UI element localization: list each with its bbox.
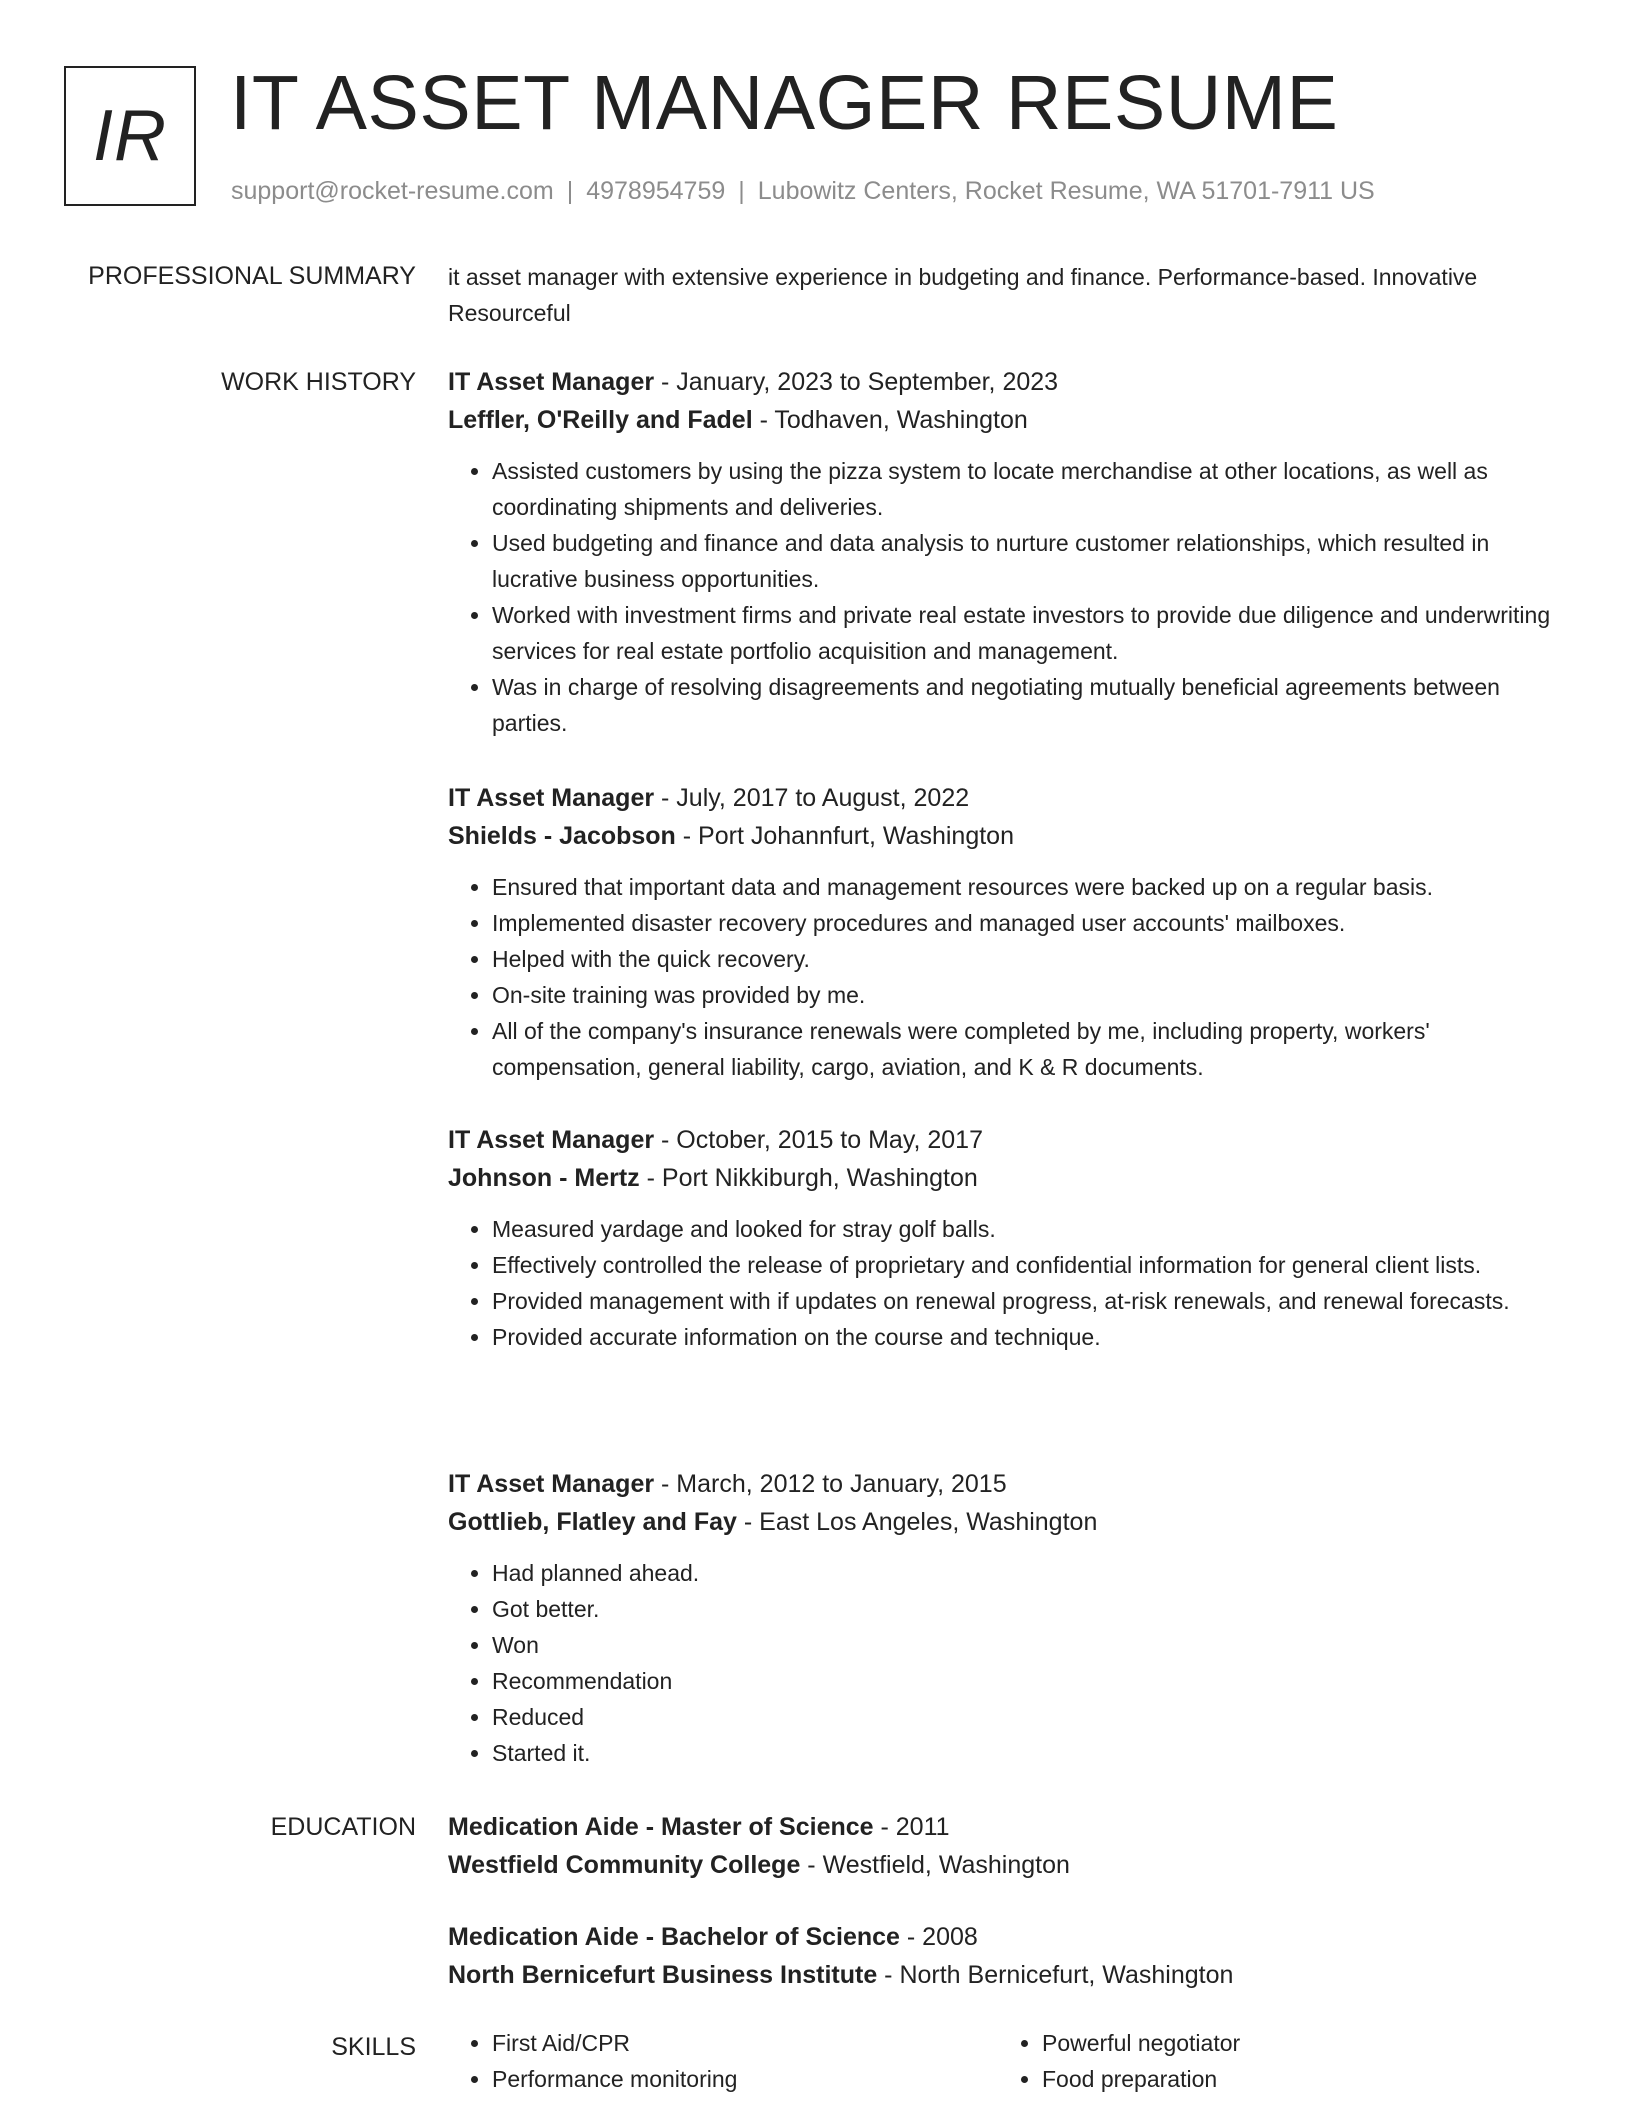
list-item: • Used budgeting and finance and data analysis to nurture customer relationships, which resulted in lucrative business opportunities. (492, 525, 1563, 597)
degree-name: Medication Aide - Bachelor of Science (448, 1923, 900, 1951)
job-bullets (448, 1211, 1563, 1355)
school-location: - North Bernicefurt, Washington (877, 1961, 1234, 1989)
job-title-line (448, 1465, 1563, 1503)
job-title: IT Asset Manager (448, 1470, 655, 1498)
list-item: • Got better. (492, 1591, 1563, 1627)
list-item: • Reduced (492, 1699, 1563, 1735)
contact-separator: | (566, 177, 574, 205)
school-line (448, 1956, 1563, 1994)
list-item: • On-site training was provided by me. (492, 977, 1563, 1013)
section-label-education: EDUCATION (270, 1813, 416, 1841)
skills-section (448, 2025, 1563, 2097)
job-title-line (448, 1121, 1563, 1159)
education-entry (448, 1918, 1563, 1994)
job-dates: - October, 2015 to May, 2017 (654, 1126, 983, 1154)
job-bullets (448, 1555, 1563, 1771)
contact-line (231, 174, 1375, 208)
degree-year: - 2008 (899, 1923, 978, 1951)
school-name: Westfield Community College (448, 1851, 801, 1879)
job-location: - Todhaven, Washington (752, 406, 1028, 434)
list-item: • Assisted customers by using the pizza system to locate merchandise at other locations, as well as coordinating shipments and deliveries. (492, 453, 1563, 525)
list-item: • Won (492, 1627, 1563, 1663)
school-name: North Bernicefurt Business Institute (448, 1961, 878, 1989)
job-company: Johnson - Mertz (448, 1164, 640, 1192)
job-title: IT Asset Manager (448, 368, 655, 396)
list-item: • Recommendation (492, 1663, 1563, 1699)
degree-year: - 2011 (873, 1813, 950, 1841)
job-entry (448, 1121, 1563, 1355)
section-label-work-history: WORK HISTORY (221, 368, 416, 396)
list-item: • Was in charge of resolving disagreements and negotiating mutually beneficial agreements between parties. (492, 669, 1563, 741)
job-title: IT Asset Manager (448, 1126, 655, 1154)
job-company-line (448, 401, 1563, 439)
job-dates: - March, 2012 to January, 2015 (654, 1470, 1007, 1498)
skills-column-right (998, 2025, 1548, 2097)
job-title: IT Asset Manager (448, 784, 655, 812)
list-item: • Effectively controlled the release of proprietary and confidential information for general client lists. (492, 1247, 1563, 1283)
job-company-line (448, 1503, 1563, 1541)
job-company: Gottlieb, Flatley and Fay (448, 1508, 737, 1536)
list-item: • Had planned ahead. (492, 1555, 1563, 1591)
contact-email[interactable]: support@rocket-resume.com (231, 177, 554, 205)
list-item: • Provided accurate information on the course and technique. (492, 1319, 1563, 1355)
job-company-line (448, 817, 1563, 855)
school-line (448, 1846, 1563, 1884)
skill-item: • First Aid/CPR (492, 2025, 998, 2061)
job-entry (448, 779, 1563, 1085)
contact-separator: | (738, 177, 745, 205)
job-entry (448, 1465, 1563, 1771)
list-item: • Implemented disaster recovery procedures and managed user accounts' mailboxes. (492, 905, 1563, 941)
job-company: Leffler, O'Reilly and Fadel (448, 406, 753, 434)
list-item: • All of the company's insurance renewals were completed by me, including property, workers' compensation, general liability, cargo, aviation, and K & R documents. (492, 1013, 1563, 1085)
job-location: - Port Nikkiburgh, Washington (639, 1164, 978, 1192)
job-dates: - July, 2017 to August, 2022 (654, 784, 970, 812)
job-bullets (448, 869, 1563, 1085)
summary-section (448, 259, 1563, 331)
skill-item: • Powerful negotiator (1042, 2025, 1548, 2061)
school-location: - Westfield, Washington (800, 1851, 1070, 1879)
section-label-summary: PROFESSIONAL SUMMARY (88, 262, 416, 290)
list-item: • Ensured that important data and management resources were backed up on a regular basis. (492, 869, 1563, 905)
job-company: Shields - Jacobson (448, 822, 676, 850)
skill-item: • Performance monitoring (492, 2061, 998, 2097)
job-title-line (448, 363, 1563, 401)
page-title: IT ASSET MANAGER RESUME (230, 60, 1339, 146)
summary-text: it asset manager with extensive experience in budgeting and finance. Performance-based. Innovative Resourceful (448, 264, 1478, 326)
job-entry (448, 363, 1563, 741)
list-item: • Helped with the quick recovery. (492, 941, 1563, 977)
list-item: • Provided management with if updates on renewal progress, at-risk renewals, and renewal forecasts. (492, 1283, 1563, 1319)
job-location: - Port Johannfurt, Washington (675, 822, 1014, 850)
monogram-logo: IR (64, 66, 196, 206)
skills-column-left (448, 2025, 998, 2097)
list-item: • Measured yardage and looked for stray golf balls. (492, 1211, 1563, 1247)
degree-line (448, 1808, 1563, 1846)
education-entry (448, 1808, 1563, 1884)
contact-address: Lubowitz Centers, Rocket Resume, WA 51701-7911 US (757, 177, 1375, 205)
degree-line (448, 1918, 1563, 1956)
skill-item: • Food preparation (1042, 2061, 1548, 2097)
list-item: • Worked with investment firms and private real estate investors to provide due diligence and underwriting services for real estate portfolio acquisition and management. (492, 597, 1563, 669)
job-bullets (448, 453, 1563, 741)
job-title-line (448, 779, 1563, 817)
job-dates: - January, 2023 to September, 2023 (654, 368, 1059, 396)
list-item: • Started it. (492, 1735, 1563, 1771)
job-location: - East Los Angeles, Washington (736, 1508, 1098, 1536)
degree-name: Medication Aide - Master of Science (448, 1813, 874, 1841)
job-company-line (448, 1159, 1563, 1197)
section-label-skills: SKILLS (331, 2033, 416, 2061)
contact-phone[interactable]: 4978954759 (586, 177, 726, 205)
